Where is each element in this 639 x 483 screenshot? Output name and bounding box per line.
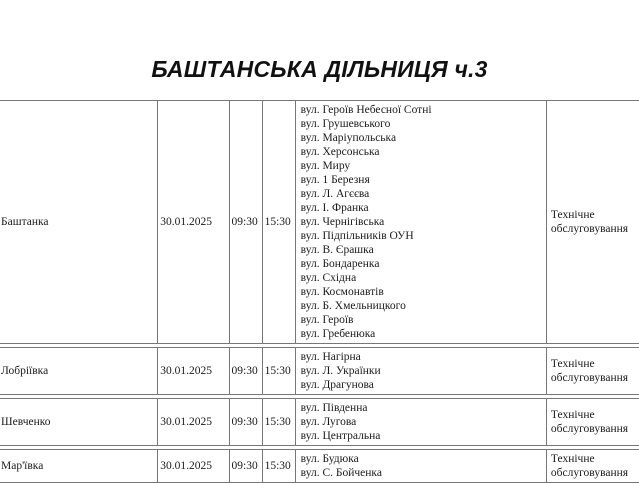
street-item: вул. Грушевського bbox=[300, 118, 391, 130]
outage-schedule-table bbox=[0, 100, 639, 483]
start-time-cell: 09:30 bbox=[229, 348, 262, 395]
village-cell: Мар'ївка bbox=[0, 450, 158, 483]
village-cell: Лобріївка bbox=[0, 348, 158, 395]
street-item: вул. Чернігівська bbox=[300, 216, 385, 228]
street-item: вул. Південна bbox=[300, 402, 368, 414]
reason-cell bbox=[546, 101, 639, 344]
end-time-cell: 15:30 bbox=[262, 348, 295, 395]
reason-cell bbox=[546, 399, 639, 446]
village-cell: Шевченко bbox=[0, 399, 158, 446]
schedule-rows bbox=[0, 101, 639, 483]
reason-line: обслуговування bbox=[550, 423, 629, 435]
street-item: вул. Л. Агєєва bbox=[300, 188, 370, 200]
street-item: вул. Лугова bbox=[300, 416, 357, 428]
table-row bbox=[0, 450, 639, 483]
street-item: вул. І. Франка bbox=[300, 202, 369, 214]
street-item: вул. Бондаренка bbox=[300, 258, 380, 270]
reason-cell bbox=[546, 450, 639, 483]
table-row bbox=[0, 348, 639, 395]
table-row bbox=[0, 101, 639, 344]
street-item: вул. Центральна bbox=[300, 430, 381, 442]
street-item: вул. В. Єрашка bbox=[300, 244, 374, 256]
street-item: вул. Гребенюка bbox=[300, 328, 376, 340]
reason-line: Технічне bbox=[550, 209, 595, 221]
date-cell: 30.01.2025 bbox=[158, 399, 229, 446]
street-item: вул. Л. Українки bbox=[300, 365, 381, 377]
end-time-cell: 15:30 bbox=[262, 399, 295, 446]
end-time-cell: 15:30 bbox=[262, 101, 295, 344]
street-item: вул. 1 Березня bbox=[300, 174, 370, 186]
date-cell: 30.01.2025 bbox=[158, 348, 229, 395]
street-item: вул. Маріупольська bbox=[300, 132, 397, 144]
street-item: вул. Б. Хмельницкого bbox=[300, 300, 406, 312]
street-item: вул. Херсонська bbox=[300, 146, 380, 158]
street-item: вул. Драгунова bbox=[300, 379, 374, 391]
page-title: БАШТАНСЬКА ДІЛЬНИЦЯ ч.3 bbox=[151, 56, 488, 82]
village-cell: Баштанка bbox=[0, 101, 158, 344]
reason-line: Технічне bbox=[550, 453, 595, 465]
table-row bbox=[0, 399, 639, 446]
streets-cell bbox=[295, 348, 546, 395]
streets-cell bbox=[295, 450, 546, 483]
end-time-cell: 15:30 bbox=[262, 450, 295, 483]
streets-cell bbox=[295, 399, 546, 446]
start-time-cell: 09:30 bbox=[229, 101, 262, 344]
date-cell: 30.01.2025 bbox=[158, 450, 229, 483]
start-time-cell: 09:30 bbox=[229, 450, 262, 483]
street-item: вул. С. Бойченка bbox=[300, 467, 382, 479]
start-time-cell: 09:30 bbox=[229, 399, 262, 446]
street-item: вул. Героїв bbox=[300, 314, 354, 326]
reason-line: Технічне bbox=[550, 409, 595, 421]
street-item: вул. Східна bbox=[300, 272, 357, 284]
reason-line: обслуговування bbox=[550, 223, 629, 235]
street-item: вул. Космонавтів bbox=[300, 286, 384, 298]
date-cell: 30.01.2025 bbox=[158, 101, 229, 344]
street-item: вул. Миру bbox=[300, 160, 351, 172]
streets-cell bbox=[295, 101, 546, 344]
street-item: вул. Нагірна bbox=[300, 351, 361, 363]
street-item: вул. Підпільників ОУН bbox=[300, 230, 414, 242]
reason-line: Технічне bbox=[550, 358, 595, 370]
reason-cell bbox=[546, 348, 639, 395]
street-item: вул. Героїв Небесної Сотні bbox=[300, 104, 432, 116]
reason-line: обслуговування bbox=[550, 372, 629, 384]
street-item: вул. Будюка bbox=[300, 453, 359, 465]
reason-line: обслуговування bbox=[550, 467, 629, 479]
